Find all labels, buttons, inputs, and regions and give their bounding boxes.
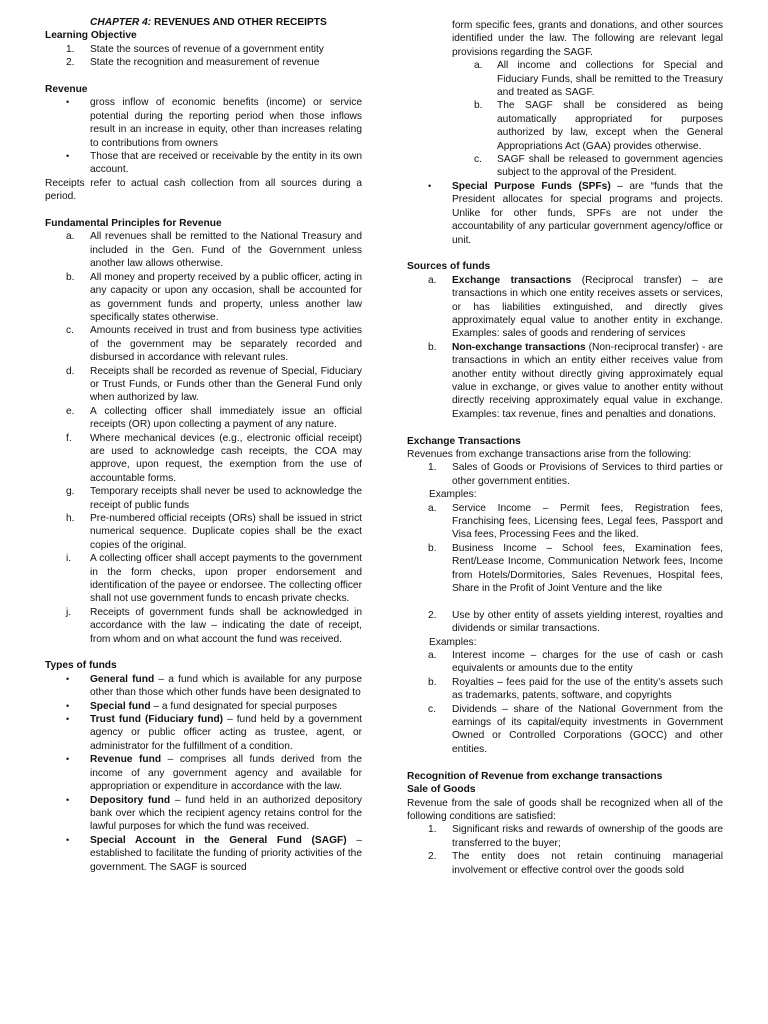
left-column — [45, 0, 362, 874]
list-item — [407, 341, 723, 421]
list-text: Dividends – share of the National Government from the earnings of its capital/equity investments in Government Owned or Controlled Corporations (GOCC) and other entities. — [452, 703, 723, 755]
list-item — [407, 99, 723, 153]
receipts-definition: Receipts refer to actual cash collection from all sources during a period. — [45, 177, 362, 203]
list-text: Service Income – Permit fees, Registration fees, Franchising fees, Licensing fees, Legal fees, Passport and Visa fees, Processing Fees and the liked. — [452, 502, 723, 541]
list-marker: b. — [474, 100, 483, 112]
list-text: State the recognition and measurement of revenue — [90, 57, 320, 69]
list-text: Sales of Goods or Provisions of Services to third parties or other government entities. — [452, 462, 723, 487]
sale-of-goods-heading: Sale of Goods — [407, 784, 476, 796]
recognition-heading: Recognition of Revenue from exchange transactions — [407, 770, 663, 782]
list-item — [407, 649, 723, 676]
list-marker: 2. — [428, 609, 437, 621]
list-item — [45, 485, 362, 512]
list-marker: c. — [474, 154, 482, 166]
list-marker: e. — [66, 405, 75, 417]
list-text: A collecting officer shall accept payments to the government in the form checks, upon proper endorsement and identification of the payee or endorsee. The collecting officer shall not use government funds to encash private checks. — [90, 553, 362, 605]
list-item — [407, 609, 723, 636]
list-marker: 1. — [428, 824, 437, 836]
list-text: Amounts received in trust and from business type activities of the government may be separately recorded and disbursed in accordance with relevant rules. — [90, 325, 362, 364]
list-item — [45, 365, 362, 405]
list-item — [45, 673, 362, 700]
list-item — [45, 512, 362, 552]
exchange-transactions-heading: Exchange Transactions — [407, 435, 521, 447]
source-term: Exchange transactions — [452, 274, 572, 286]
list-item — [407, 274, 723, 341]
list-text: All income and collections for Special and Fiduciary Funds, shall be remitted to the Treasury and treated as SAGF. — [497, 60, 723, 99]
list-item — [45, 96, 362, 150]
sale-of-goods-intro: Revenue from the sale of goods shall be recognized when all of the following conditions are satisfied: — [407, 797, 723, 822]
list-item — [45, 700, 362, 713]
types-of-funds-heading: Types of funds — [45, 660, 117, 672]
list-text: – established to facilitate the funding of priority activities of the government. The SAGF is sourced — [90, 834, 363, 873]
list-marker: a. — [428, 502, 437, 514]
list-text: All revenues shall be remitted to the National Treasury and included in the Gen. Fund of the Government unless another law allows otherwise. — [90, 231, 362, 270]
sagf-continuation: form specific fees, grants and donations, and other sources identified under the law. The following are relevant legal provisions regarding the SAGF. — [452, 20, 723, 58]
list-marker: a. — [428, 650, 437, 662]
examples-label: Examples: — [429, 489, 477, 501]
list-marker: i. — [66, 553, 72, 565]
list-text: – a fund which is available for any purpose other than those which other funds have been designated to — [90, 673, 362, 699]
list-text: Temporary receipts shall never be used to acknowledge the receipt of public funds — [90, 486, 362, 511]
list-text: Receipts of government funds shall be acknowledged in accordance with the law – indicating the date of receipt, from whom and on what account the fund was received. — [90, 606, 362, 645]
list-marker: b. — [428, 341, 437, 353]
fund-term: Depository fund — [90, 794, 171, 806]
bullet-marker: • — [66, 700, 70, 711]
list-text: Significant risks and rewards of ownership of the goods are transferred to the buyer; — [452, 824, 723, 849]
fund-term: Trust fund (Fiduciary fund) — [90, 714, 224, 726]
list-text: Those that are received or receivable by the entity in its own account. — [90, 151, 362, 176]
list-text: SAGF shall be released to government agencies subject to the approval of the President. — [497, 154, 723, 179]
list-item — [407, 850, 723, 877]
list-item — [407, 180, 723, 247]
bullet-marker: • — [66, 673, 70, 684]
list-marker: 2. — [428, 851, 437, 863]
list-marker: b. — [428, 542, 437, 554]
chapter-title — [45, 16, 362, 29]
list-text: – comprises all funds derived from the income of any government agency and available for appropriation or expenditure in accordance with the law. — [90, 754, 363, 793]
list-marker: h. — [66, 513, 75, 524]
fund-term: Revenue fund — [90, 754, 162, 766]
list-item — [45, 794, 362, 834]
list-item — [45, 552, 362, 606]
list-item — [45, 713, 362, 753]
list-text: Royalties – fees paid for the use of the entity’s assets such as trademarks, patents, software, and copyrights — [452, 676, 723, 702]
list-text: Receipts shall be recorded as revenue of Special, Fiduciary or Trust Funds, or Funds other than the General Fund only when authorized by law. — [90, 365, 362, 404]
list-text: Interest income – charges for the use of cash or cash equivalents or amounts due to the entity — [452, 650, 723, 675]
list-marker: c. — [428, 703, 436, 715]
list-marker: 2. — [66, 57, 75, 69]
list-text: A collecting officer shall immediately issue an official receipts (OR) upon collecting a payment of any nature. — [90, 405, 362, 431]
source-term: Non-exchange transactions — [452, 341, 586, 353]
bullet-marker: • — [66, 151, 70, 162]
list-item — [407, 703, 723, 757]
list-marker: d. — [66, 365, 75, 377]
list-text: The SAGF shall be considered as being automatically appropriated for purposes authorized by law, except when the General Appropriations Act (GAA) provides otherwise. — [497, 100, 723, 152]
list-marker: a. — [428, 274, 437, 286]
list-item — [45, 432, 362, 486]
bullet-marker: • — [428, 180, 432, 191]
examples-label: Examples: — [429, 636, 477, 648]
fundamental-principles-heading: Fundamental Principles for Revenue — [45, 218, 222, 230]
list-item — [45, 753, 362, 793]
bullet-marker: • — [66, 794, 70, 805]
list-text: All money and property received by a public officer, acting in any capacity or upon any occasion, shall be accounted for as government funds and property, unless another law specifically states otherwise. — [90, 271, 362, 323]
list-item — [45, 405, 362, 432]
list-text: gross inflow of economic benefits (income) or service potential during the reporting period when those inflows result in an increase in equity, other than increases relating to contributions from owners — [90, 97, 362, 149]
list-marker: b. — [428, 676, 437, 688]
list-item — [407, 461, 723, 488]
list-text: – fund held by a government agency or public officer acting as trustee, agent, or administrator for the fulfillment of a condition. — [90, 714, 362, 752]
list-text: State the sources of revenue of a government entity — [90, 43, 324, 55]
fund-term: General fund — [90, 673, 155, 685]
learning-objective-heading: Learning Objective — [45, 30, 137, 42]
list-item — [407, 676, 723, 703]
list-marker: f. — [66, 432, 72, 444]
list-text: Business Income – School fees, Examination fees, Rent/Lease Income, Communication Network fees, Income from Hotels/Dormitories, Sales Revenues, Hospital fees, Share in the Profit of Joint Venture and the like — [452, 542, 723, 595]
list-item — [407, 502, 723, 542]
list-text: – fund held in an authorized depository bank over which the recipient agency retains control for the lawful purposes for which the fund was received. — [90, 794, 363, 833]
list-marker: g. — [66, 486, 75, 498]
list-item — [45, 271, 362, 325]
fund-term: Special Account in the General Fund (SAGF) — [90, 834, 347, 846]
bullet-marker: • — [66, 714, 70, 725]
list-text: – a fund designated for special purposes — [150, 700, 337, 712]
list-marker: 1. — [428, 462, 437, 474]
bullet-marker: • — [66, 97, 70, 108]
bullet-marker: • — [66, 834, 70, 845]
list-text: Pre-numbered official receipts (ORs) shall be issued in strict numerical sequence. Duplicate copies shall be the exact copies of the original. — [90, 513, 362, 551]
list-item — [45, 606, 362, 646]
list-text: The entity does not retain continuing managerial involvement or effective control over the goods sold — [452, 851, 723, 876]
list-item — [407, 59, 723, 99]
list-item — [407, 823, 723, 850]
list-marker: b. — [66, 271, 75, 283]
list-item — [407, 153, 723, 180]
bullet-marker: • — [66, 754, 70, 765]
revenue-heading: Revenue — [45, 84, 88, 96]
list-marker: c. — [66, 325, 74, 337]
list-item — [45, 150, 362, 177]
list-marker: j. — [66, 606, 72, 618]
list-item — [45, 56, 362, 69]
list-item — [45, 324, 362, 364]
exchange-intro: Revenues from exchange transactions arise from the following: — [407, 448, 692, 460]
chapter-title-text: REVENUES AND OTHER RECEIPTS — [153, 17, 327, 28]
list-marker: a. — [66, 231, 75, 243]
list-text: (Reciprocal transfer) – are transactions in which one entity receives assets or services, or has liabilities extinguished, and directly gives approximately equal value to another entity in exchange. Examples: sales of goods and rendering of services — [452, 274, 723, 340]
fund-term: Special fund — [90, 700, 151, 712]
list-item — [407, 542, 723, 596]
list-item — [45, 43, 362, 56]
list-text: – are “funds that the President allocates for special programs and projects. Unlike for other funds, SPFs are not under the accountability of any particular government agency/office or unit. — [452, 180, 724, 246]
list-item — [45, 834, 362, 874]
list-text: Use by other entity of assets yielding interest, royalties and dividends or similar transactions. — [452, 609, 723, 635]
list-item — [45, 230, 362, 270]
list-marker: a. — [474, 60, 483, 72]
fund-term: Special Purpose Funds (SPFs) — [452, 180, 611, 192]
list-text: (Non-reciprocal transfer) - are transactions in which an entity either receives value from another entity without directly giving approximately equal value in exchange, or gives value to another entity without directly receiving approximately equal value in exchange. Examples: tax revenue, fines and penalties and donations. — [452, 341, 723, 420]
list-marker: 1. — [66, 43, 75, 55]
chapter-number: CHAPTER 4: — [90, 17, 152, 28]
sources-of-funds-heading: Sources of funds — [407, 261, 491, 273]
right-column — [407, 0, 723, 877]
list-text: Where mechanical devices (e.g., electronic official receipt) are used to acknowledge cash receipts, the COA may approve, upon request, the exemption from the use of accountable forms. — [90, 432, 362, 484]
